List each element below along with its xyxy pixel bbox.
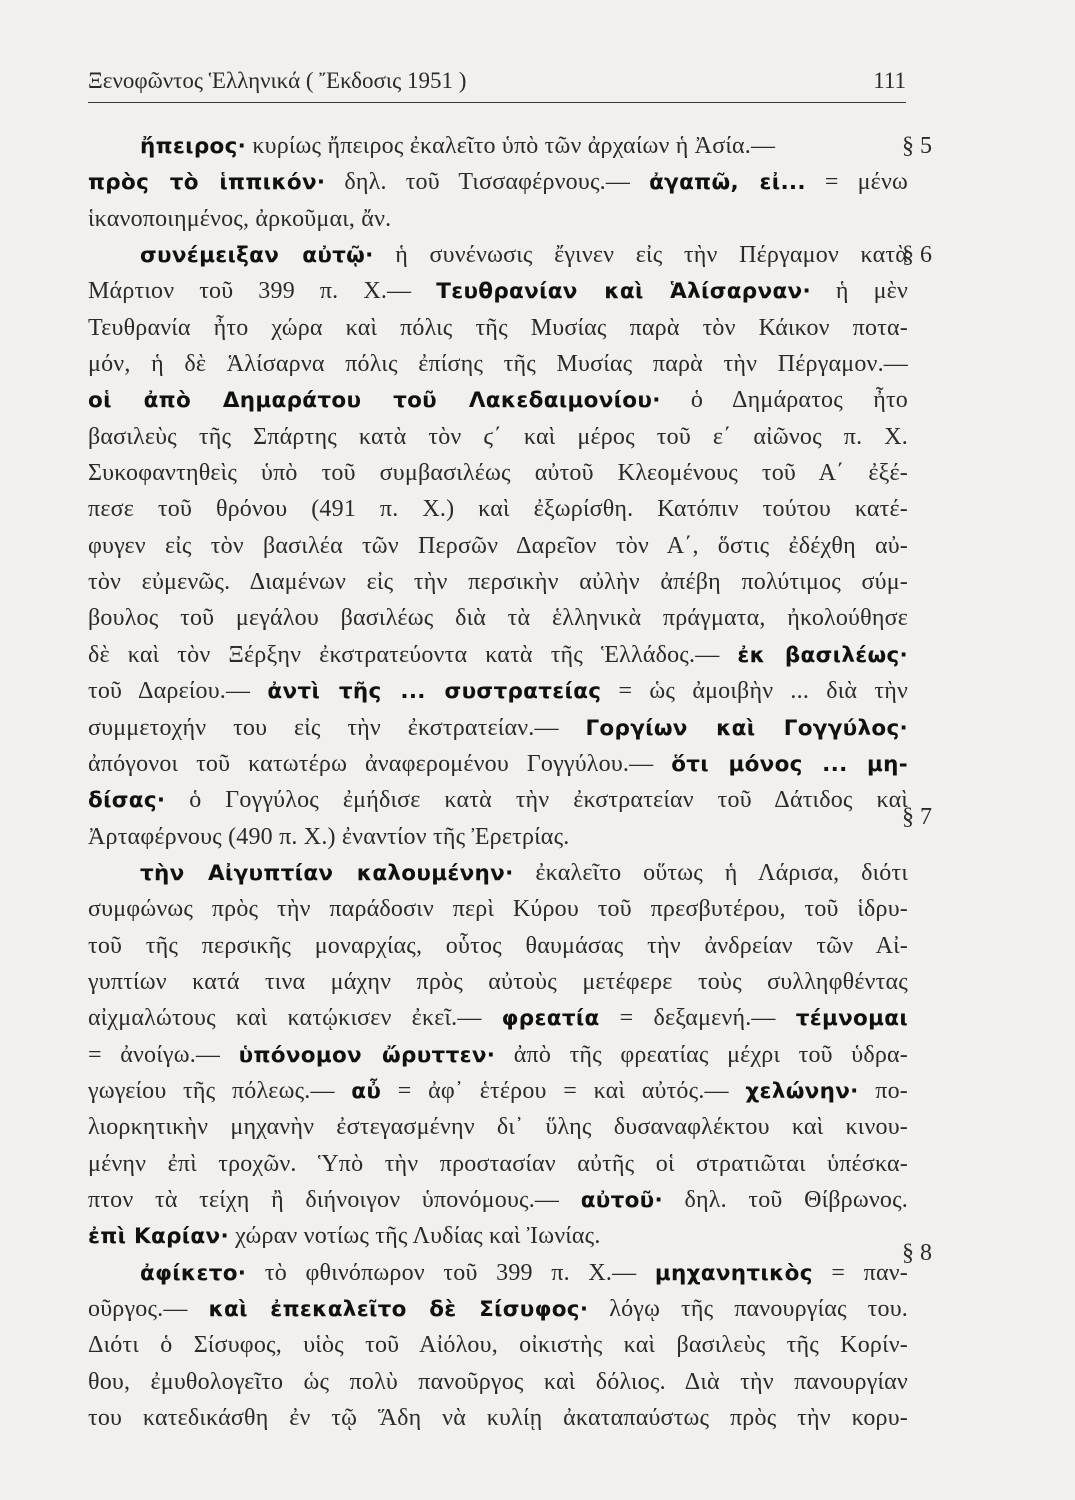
lemma: τὴν Αἰγυπτίαν καλουμένην·: [140, 860, 514, 886]
section-mark-5: § 5: [902, 133, 932, 159]
text-line: πεσε τοῦ θρόνου (491 π. Χ.) καὶ ἐξωρίσθη. Κατόπιν τούτου κατέ-: [88, 496, 908, 523]
text-line: Ἀρταφέρνους (490 π. Χ.) ἐναντίον τῆς Ἐρετρίας.: [88, 823, 570, 850]
text-line: συμμετοχήν του εἰς τὴν ἐκστρατείαν.— Γοργίων καὶ Γογγύλος·: [88, 714, 908, 741]
section-mark-8: § 8: [902, 1240, 932, 1266]
text-line: Διότι ὁ Σίσυφος, υἱὸς τοῦ Αἰόλου, οἰκιστὴς καὶ βασιλεὺς τῆς Κορίν-: [88, 1332, 908, 1359]
text-line: Συκοφαντηθεὶς ὑπὸ τοῦ συμβασιλέως αὐτοῦ Κλεομένους τοῦ Α΄ ἐξέ-: [88, 460, 908, 487]
text-line: βασιλεὺς τῆς Σπάρτης κατὰ τὸν ϛ΄ καὶ μέρος τοῦ ε΄ αἰῶνος π. Χ.: [88, 423, 908, 450]
lemma: καὶ ἐπεκαλεῖτο δὲ Σίσυφος·: [208, 1297, 589, 1322]
lemma: ἐκ βασιλέως·: [737, 642, 908, 668]
text-line: τὸν εὐμενῶς. Διαμένων εἰς τὴν περσικὴν αὐλὴν ἀπέβη πολύτιμος σύμ-: [88, 569, 908, 596]
lemma: ὑπόνομον ὤρυττεν·: [238, 1042, 496, 1068]
lemma: ἀφίκετο·: [140, 1260, 247, 1286]
text-line: οῦργος.— καὶ ἐπεκαλεῖτο δὲ Σίσυφος· λόγῳ τῆς πανουργίας του.: [88, 1296, 908, 1322]
text-line: = ἀνοίγω.— ὑπόνομον ὤρυττεν· ἀπὸ τῆς φρεατίας μέχρι τοῦ ὑδρα-: [88, 1041, 908, 1068]
text-line: συνέμειξαν αὐτῷ· ἡ συνένωσις ἔγινεν εἰς τὴν Πέργαμον κατὰ: [140, 242, 908, 269]
text-line: μένην ἐπὶ τροχῶν. Ὑπὸ τὴν προστασίαν αὐτῆς οἱ στρατιῶται ὑπέσκα-: [88, 1150, 908, 1177]
text-line: ἐπὶ Καρίαν· χώραν νοτίως τῆς Λυδίας καὶ Ἰωνίας.: [88, 1223, 601, 1250]
lemma: φρεατία: [501, 1006, 600, 1032]
running-title: Ξενοφῶντος Ἑλληνικά ( Ἔκδοσις 1951 ): [88, 68, 467, 93]
lemma: ἀντὶ τῆς ... συστρατείας: [267, 679, 602, 705]
text-line: γυπτίων κατά τινα μάχην πρὸς αὐτοὺς μετέφερε τοὺς συλληφθέντας: [88, 968, 908, 995]
text-line: οἱ ἀπὸ Δημαράτου τοῦ Λακεδαιμονίου· ὁ Δημάρατος ἦτο: [88, 387, 908, 414]
text-line: τὴν Αἰγυπτίαν καλουμένην· ἐκαλεῖτο οὕτως ἡ Λάρισα, διότι: [140, 859, 908, 886]
text-line: Μάρτιον τοῦ 399 π. Χ.— Τευθρανίαν καὶ Ἁλίσαρναν· ἡ μὲν: [88, 278, 909, 305]
running-header: [88, 62, 906, 103]
text-line: τοῦ Δαρείου.— ἀντὶ τῆς ... συστρατείας = ὡς ἀμοιβὴν ... διὰ τὴν: [88, 678, 909, 705]
lemma: ἐπὶ Καρίαν·: [88, 1224, 229, 1250]
text-line: ἤπειρος· κυρίως ἤπειρος ἐκαλεῖτο ὑπὸ τῶν ἀρχαίων ἡ Ἀσία.—: [140, 133, 776, 159]
lemma: πρὸς τὸ ἱππικόν·: [88, 170, 326, 196]
lemma: ἀγαπῶ, εἰ...: [649, 170, 806, 196]
text-line: του κατεδικάσθη ἐν τῷ Ἅδη νὰ κυλίῃ ἀκαταπαύστως πρὸς τὴν κορυ-: [88, 1405, 908, 1432]
text-line: βουλος τοῦ μεγάλου βασιλέως διὰ τὰ ἑλληνικὰ πράγματα, ἠκολούθησε: [88, 605, 908, 632]
text-line: πτον τὰ τείχη ἢ διήνοιγον ὑπονόμους.— αὐτοῦ· δηλ. τοῦ Θίβρωνος.: [88, 1186, 909, 1213]
page-number: 111: [873, 68, 906, 93]
lemma: ὅτι μόνος ... μη-: [671, 751, 908, 777]
text-line: πρὸς τὸ ἱππικόν· δηλ. τοῦ Τισσαφέρνους.— ἀγαπῶ, εἰ... = μένω: [88, 169, 908, 196]
section-mark-6: § 6: [902, 242, 932, 268]
text-line: θου, ἐμυθολογεῖτο ὡς πολὺ πανοῦργος καὶ δόλιος. Διὰ τὴν πανουργίαν: [88, 1368, 908, 1395]
lemma: συνέμειξαν αὐτῷ·: [140, 243, 374, 269]
lemma: αὖ: [351, 1078, 382, 1104]
lemma: Τευθρανίαν καὶ Ἁλίσαρναν·: [436, 279, 811, 305]
lemma: δίσας·: [88, 788, 166, 814]
text-line: γωγείου τῆς πόλεως.— αὖ = ἀφ᾽ ἑτέρου = καὶ αὐτός.— χελώνην· πο-: [88, 1077, 908, 1104]
lemma: μηχανητικὸς: [654, 1260, 813, 1286]
text-line: ἱκανοποιημένος, ἀρκοῦμαι, ἄν.: [88, 205, 392, 232]
text-line: δίσας· ὁ Γογγύλος ἐμήδισε κατὰ τὴν ἐκστρατείαν τοῦ Δάτιδος καὶ: [88, 787, 908, 814]
text-line: τοῦ τῆς περσικῆς μοναρχίας, οὗτος θαυμάσας τὴν ἀνδρείαν τῶν Αἰ-: [88, 932, 908, 959]
lemma: Γοργίων καὶ Γογγύλος·: [585, 715, 908, 741]
text-line: μόν, ἡ δὲ Ἁλίσαρνα πόλις ἐπίσης τῆς Μυσίας παρὰ τὴν Πέργαμον.—: [88, 351, 908, 378]
text-line: συμφώνως πρὸς τὴν παράδοσιν περὶ Κύρου τοῦ πρεσβυτέρου, τοῦ ἱδρυ-: [88, 896, 908, 923]
text-line: φυγεν εἰς τὸν βασιλέα τῶν Περσῶν Δαρεῖον τὸν Α΄, ὅστις ἐδέχθη αὐ-: [88, 532, 908, 559]
commentary-text: [88, 128, 908, 1436]
text-line: Τευθρανία ἦτο χώρα καὶ πόλις τῆς Μυσίας παρὰ τὸν Κάικον ποτα-: [88, 314, 908, 341]
text-line: λιορκητικὴν μηχανὴν ἐστεγασμένην δι᾽ ὕλης δυσαναφλέκτου καὶ κινου-: [88, 1114, 908, 1141]
lemma: τέμνομαι: [795, 1006, 908, 1032]
text-line: ἀφίκετο· τὸ φθινόπωρον τοῦ 399 π. Χ.— μηχανητικὸς = παν-: [140, 1259, 908, 1286]
text-line: ἀπόγονοι τοῦ κατωτέρω ἀναφερομένου Γογγύλου.— ὅτι μόνος ... μη-: [88, 750, 908, 777]
lemma: ἤπειρος·: [140, 134, 247, 159]
text-line: αἰχμαλώτους καὶ κατῴκισεν ἐκεῖ.— φρεατία = δεξαμενή.— τέμνομαι: [88, 1005, 908, 1032]
text-line: δὲ καὶ τὸν Ξέρξην ἐκστρατεύοντα κατὰ τῆς Ἑλλάδος.— ἐκ βασιλέως·: [88, 641, 908, 668]
section-mark-7: § 7: [902, 804, 932, 830]
lemma: αὐτοῦ·: [580, 1187, 663, 1213]
lemma: χελώνην·: [745, 1078, 859, 1104]
lemma: οἱ ἀπὸ Δημαράτου τοῦ Λακεδαιμονίου·: [88, 388, 661, 414]
